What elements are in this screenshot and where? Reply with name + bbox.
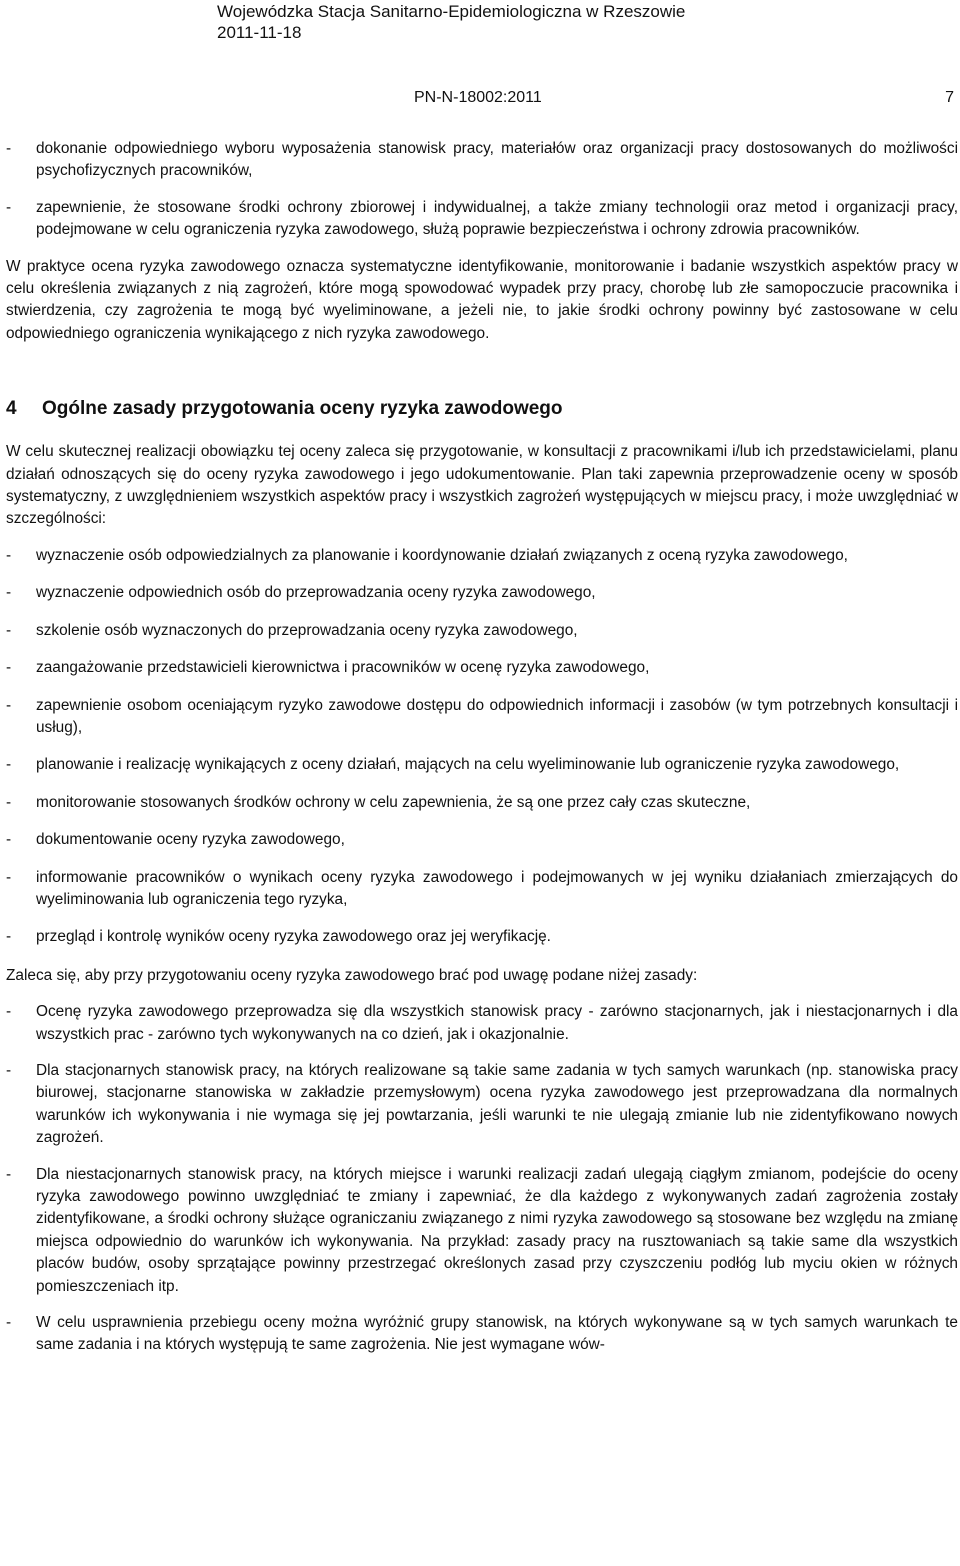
list-item-text: monitorowanie stosowanych środków ochrony w celu zapewnienia, że są one przez cały czas skuteczne, [36,793,751,811]
list-item [6,926,958,948]
list-dash: - [6,928,12,946]
list-item-text: informowanie pracowników o wynikach oceny ryzyka zawodowego i podejmowanych w jej wyniku działaniach zmierzających do wyeliminowania lub ograniczenia tego ryzyka, [36,868,958,908]
list-item-text: dokonanie odpowiedniego wyboru wyposażenia stanowisk pracy, materiałów oraz organizacji pracy dostosowanych do możliwości psychofizycznych pracowników, [36,140,958,180]
list-dash: - [6,696,12,714]
list-item [6,754,958,776]
list-item-text: dokumentowanie oceny ryzyka zawodowego, [36,831,345,849]
list-item-text: zaangażowanie przedstawicieli kierownictwa i pracowników w ocenę ryzyka zawodowego, [36,659,650,677]
list-dash: - [6,198,12,216]
standard-code: PN-N-18002:2011 [414,89,542,106]
header-organization: Wojewódzka Stacja Sanitarno-Epidemiologiczna w Rzeszowie [217,2,686,21]
list-item [6,1164,958,1298]
list-dash: - [6,621,12,639]
section-heading [6,397,958,421]
list-dash: - [6,793,12,811]
list-item [6,620,958,642]
list-item-text: wyznaczenie osób odpowiedzialnych za planowanie i koordynowanie działań związanych z oceną ryzyka zawodowego, [36,546,848,564]
list-item [6,197,958,242]
list-dash: - [6,659,12,677]
list-item-text: Ocenę ryzyka zawodowego przeprowadza się dla wszystkich stanowisk pracy - zarówno stacjonarnych, jak i niestacjonarnych i dla wszystkich prac - zarówno tych wykonywanych na co dzień, jak i okazjonalnie. [36,1003,958,1043]
list-dash: - [6,1061,12,1079]
list-item-text: wyznaczenie odpowiednich osób do przeprowadzania oceny ryzyka zawodowego, [36,584,596,602]
list-dash: - [6,831,12,849]
list-item-text: przegląd i kontrolę wyników oceny ryzyka zawodowego oraz jej weryfikację. [36,928,551,946]
list-dash: - [6,1314,12,1332]
list-item [6,1060,958,1150]
list-dash: - [6,1003,12,1021]
list-item-text: Dla niestacjonarnych stanowisk pracy, na których miejsce i warunki realizacji zadań ulegają ciągłym zmianom, podejście do oceny ryzyka zawodowego powinno uwzględniać te zmiany i zapewniać, że dla każdego z wykonywanych zadań zagrożenia zostały zidentyfikowane, a środki ochrony służące ograniczaniu związanego z nimi ryzyka zawodowego są stosowane bez względu na zmianę miejsca odpowiednio do warunków ich wykonywania. Na przykład: zasady pracy na rusztowaniach są takie same dla wszystkich placów budów, osoby sprzątające powinny przestrzegać określonych zasad przy czyszczeniu podłóg lub myciu okien w różnych pomieszczeniach itp. [36,1165,958,1295]
list-item [6,657,958,679]
paragraph: W praktyce ocena ryzyka zawodowego oznacza systematyczne identyfikowanie, monitorowanie i badanie wszystkich aspektów pracy w celu określenia związanych z nią zagrożeń, które mogą spowodować wypadek przy pracy, chorobę lub złe samopoczucie pracownika i stwierdzenia, czy zagrożenia te mogą być wyeliminowane, a jeżeli nie, to jakie środki ochrony powinny być zastosowane w celu odpowiedniego ograniczenia wynikającego z nich ryzyka zawodowego. [6,257,958,342]
list-dash: - [6,546,12,564]
list-item [6,1312,958,1357]
paragraph: Zaleca się, aby przy przygotowaniu oceny ryzyka zawodowego brać pod uwagę podane niżej zasady: [6,966,698,984]
list-item [6,582,958,604]
list-dash: - [6,584,12,602]
paragraph: W celu skutecznej realizacji obowiązku tej oceny zaleca się przygotowanie, w konsultacji z pracownikami i/lub ich przedstawicielami, planu działań odnoszących się do oceny ryzyka zawodowego i jego udokumentowanie. Plan taki zapewnia przeprowadzenie oceny w sposób systematyczny, z uwzględnieniem wszystkich aspektów pracy i wszystkich zagrożeń występujących w miejscu pracy, i może uwzględniać w szczególności: [6,443,958,528]
list-item [6,829,958,851]
page-number: 7 [945,89,954,106]
list-item-text: zapewnienie osobom oceniającym ryzyko zawodowe dostępu do odpowiednich informacji i zasobów (w tym potrzebnych konsultacji i usług), [36,696,958,736]
list-item [6,867,958,912]
list-item [6,138,958,183]
section-title: Ogólne zasady przygotowania oceny ryzyka zawodowego [42,398,563,420]
list-item-text: szkolenie osób wyznaczonych do przeprowadzania oceny ryzyka zawodowego, [36,621,578,639]
list-dash: - [6,1165,12,1183]
list-dash: - [6,140,12,157]
document-body [6,138,958,1357]
list-item [6,695,958,740]
section-number: 4 [6,398,17,420]
list-item [6,545,958,567]
list-item-text: W celu usprawnienia przebiegu oceny można wyróżnić grupy stanowisk, na których wykonywane są w tych samych warunkach te same zadania i na których występują te same zagrożenia. Nie jest wymagane wów- [36,1314,958,1354]
list-item-text: planowanie i realizację wynikających z oceny działań, mających na celu wyeliminowanie lub ograniczenie ryzyka zawodowego, [36,756,900,774]
list-dash: - [6,868,12,886]
list-item [6,1001,958,1046]
list-item [6,792,958,814]
list-item-text: Dla stacjonarnych stanowisk pracy, na których realizowane są takie same zadania w tych samych warunkach (np. stanowiska pracy biurowej, stacjonarne stanowiska w zakładzie przemysłowym) ocena ryzyka zawodowego jest przeprowadzana dla normalnych warunków ich wykonywania i nie wymaga się jej powtarzania, jeśli warunki te nie ulegają zmianie lub nie zidentyfikowano nowych zagrożeń. [36,1061,958,1147]
header-date: 2011-11-18 [217,23,302,42]
list-dash: - [6,756,12,774]
list-item-text: zapewnienie, że stosowane środki ochrony zbiorowej i indywidualnej, a także zmiany technologii oraz metod i organizacji pracy, podejmowane w celu ograniczenia ryzyka zawodowego, służą poprawie bezpieczeństwa i ochrony zdrowia pracowników. [36,198,958,239]
